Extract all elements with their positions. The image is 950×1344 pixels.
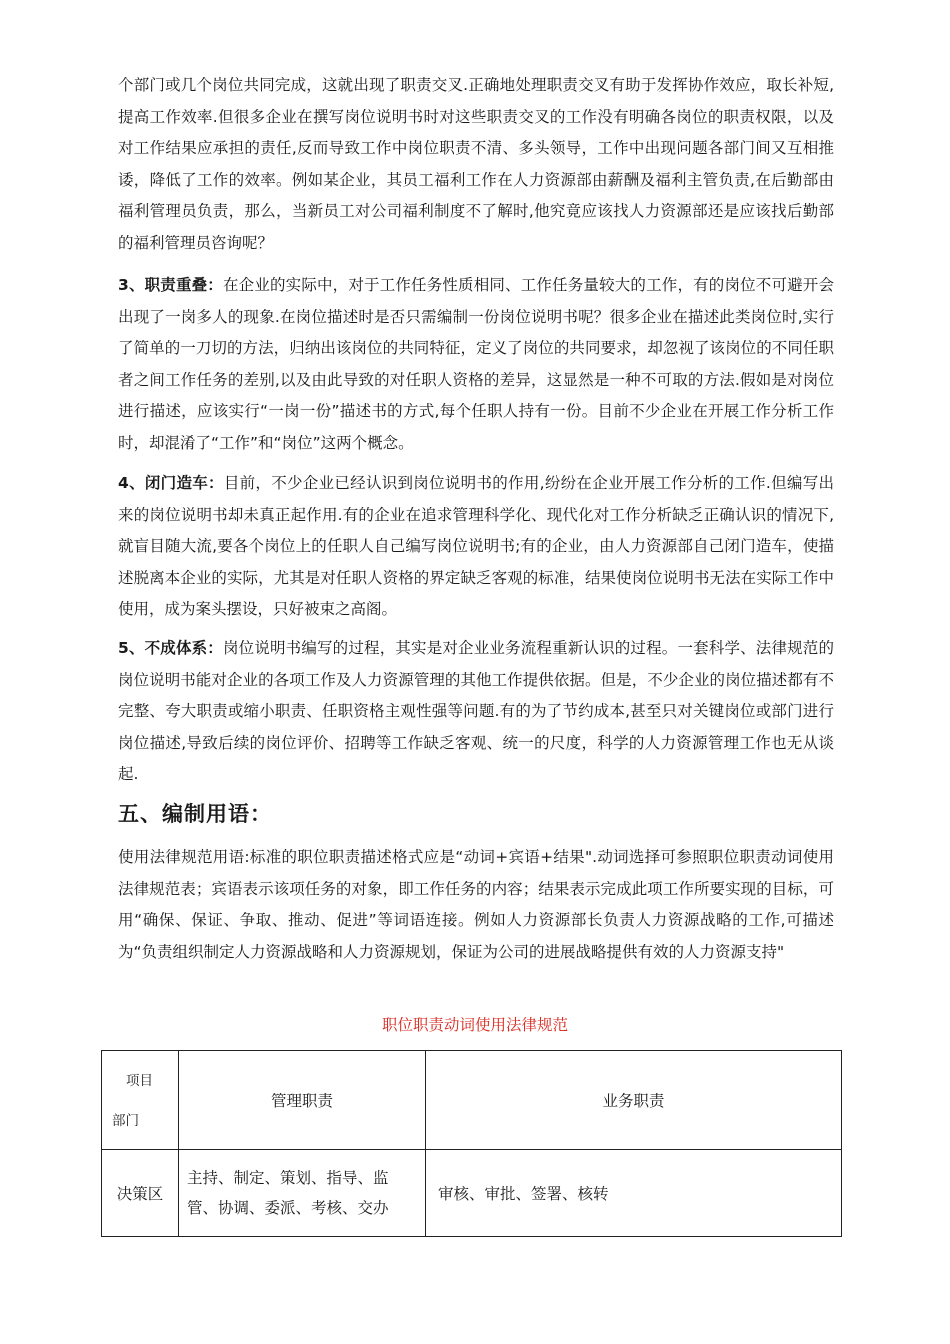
paragraph-role-overlap-intro	[118, 70, 834, 259]
paragraph-label: 4、闭门造车：	[118, 474, 224, 492]
paragraph-text: 在企业的实际中，对于工作任务性质相同、工作任务量较大的工作，有的岗位不可避开会出现了一岗多人的现象.在岗位描述时是否只需编制一份岗位说明书呢？很多企业在描述此类岗位时,实行了简单的一刀切的方法，归纳出该岗位的共同特征，定义了岗位的共同要求，却忽视了该岗位的不同任职者之间工作任务的差别,以及由此导致的对任职人资格的差异，这显然是一种不可取的方法.假如是对岗位进行描述，应该实行“一岗一份”描述书的方式,每个任职人持有一份。目前不少企业在开展工作分析工作时，却混淆了“工作”和“岗位”这两个概念。	[118, 276, 834, 452]
table-header-row	[102, 1051, 842, 1150]
header-mgmt-duties: 管理职责	[179, 1051, 426, 1150]
paragraph-text: 个部门或几个岗位共同完成，这就出现了职责交叉.正确地处理职责交叉有助于发挥协作效应，取长补短,提高工作效率.但很多企业在撰写岗位说明书时对这些职责交叉的工作没有明确各岗位的职责权限，以及对工作结果应承担的责任,反而导致工作中岗位职责不清、多头领导，工作中出现问题各部门间又互相推诿，降低了工作的效率。例如某企业，其员工福利工作在人力资源部由薪酬及福利主管负责,在后勤部由福利管理员负责，那么，当新员工对公司福利制度不了解时,他究竟应该找人力资源部还是应该找后勤部的福利管理员咨询呢？	[118, 76, 834, 252]
row-dept-cell: 决策区	[102, 1150, 179, 1237]
paragraph-closed-door	[118, 468, 834, 626]
header-biz-duties: 业务职责	[426, 1051, 842, 1150]
paragraph-text: 岗位说明书编写的过程，其实是对企业业务流程重新认识的过程。一套科学、法律规范的岗位说明书能对企业的各项工作及人力资源管理的其他工作提供依据。但是，不少企业的岗位描述都有不完整、夸大职责或缩小职责、任职资格主观性强等问题.有的为了节约成本,甚至只对关键岗位或部门进行岗位描述,导致后续的岗位评价、招聘等工作缺乏客观、统一的尺度，科学的人力资源管理工作也无从谈起.	[118, 639, 834, 783]
paragraph-no-system	[118, 633, 834, 791]
row-biz-cell: 审核、审批、签署、核转	[426, 1150, 842, 1237]
paragraph-label: 5、不成体系：	[118, 639, 223, 657]
paragraph-label: 3、职责重叠：	[118, 276, 223, 294]
table-corner-cell	[102, 1051, 179, 1150]
paragraph-wording	[118, 842, 834, 968]
verb-standards-table	[101, 1050, 842, 1237]
section-heading: 五、编制用语：	[118, 802, 272, 826]
table-row	[102, 1150, 842, 1237]
table-title: 职位职责动词使用法律规范	[381, 1016, 568, 1034]
corner-label-item: 项目	[126, 1073, 153, 1089]
row-mgmt-cell: 主持、制定、策划、指导、监管、协调、委派、考核、交办	[179, 1150, 426, 1237]
paragraph-text: 目前，不少企业已经认识到岗位说明书的作用,纷纷在企业开展工作分析的工作.但编写出来的岗位说明书却未真正起作用.有的企业在追求管理科学化、现代化对工作分析缺乏正确认识的情况下,就盲目随大流,要各个岗位上的任职人自己编写岗位说明书;有的企业，由人力资源部自己闭门造车，使描述脱离本企业的实际，尤其是对任职人资格的界定缺乏客观的标准，结果使岗位说明书无法在实际工作中使用，成为案头摆设，只好被束之高阁。	[118, 474, 834, 618]
paragraph-duty-overlap	[118, 270, 834, 459]
corner-label-dept: 部门	[112, 1113, 139, 1129]
paragraph-text: 使用法律规范用语:标准的职位职责描述格式应是“动词+宾语+结果".动词选择可参照职位职责动词使用法律规范表；宾语表示该项任务的对象，即工作任务的内容；结果表示完成此项工作所要实现的目标，可用“确保、保证、争取、推动、促进”等词语连接。例如人力资源部长负责人力资源战略的工作,可描述为“负责组织制定人力资源战略和人力资源规划，保证为公司的进展战略提供有效的人力资源支持"	[118, 848, 834, 961]
